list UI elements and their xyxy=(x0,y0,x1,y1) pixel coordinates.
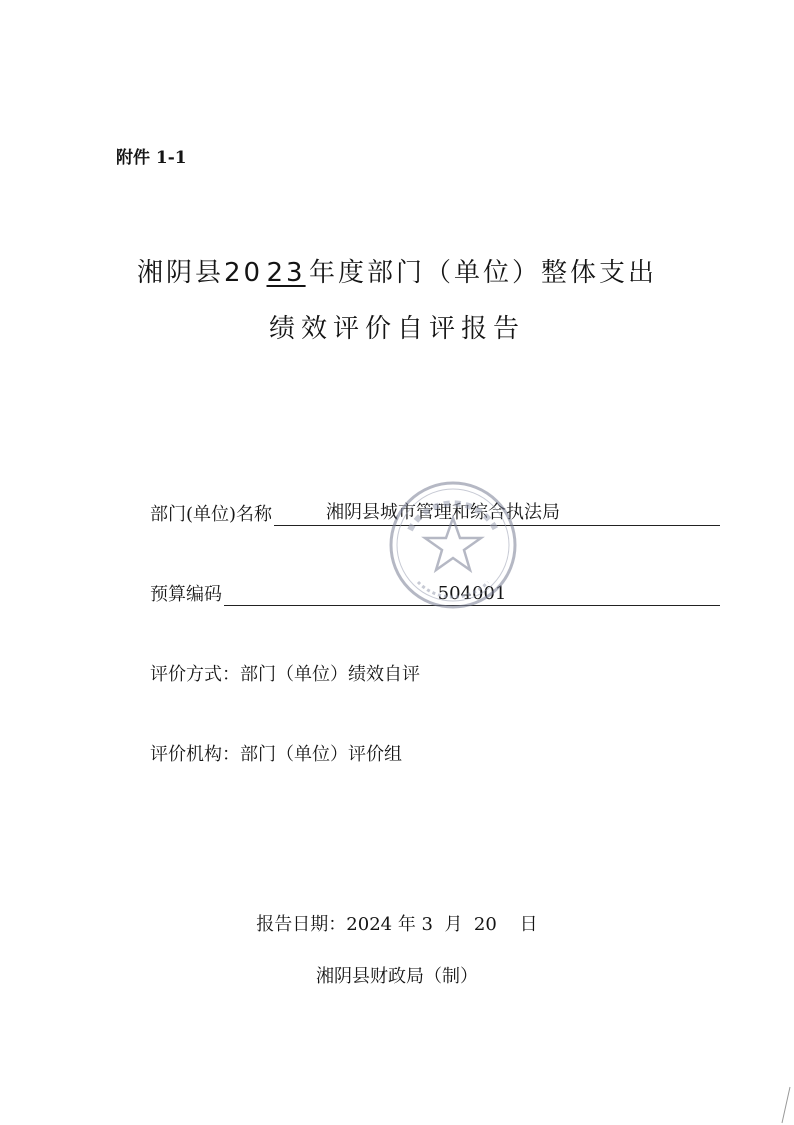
scan-mark-icon xyxy=(760,1085,794,1125)
title-suffix: 年度部门（单位）整体支出 xyxy=(309,258,658,288)
report-title-line2: 绩效评价自评报告 xyxy=(268,314,525,344)
budget-code-label: 预算编码 xyxy=(150,584,222,605)
title-year-prefix: 20 xyxy=(223,258,264,288)
report-date: 报告日期：2024 年 3 月 20 日 xyxy=(256,914,538,935)
report-title-line1 xyxy=(0,252,794,289)
budget-code-value: 504001 xyxy=(224,583,720,606)
issuer: 湘阴县财政局（制） xyxy=(316,966,478,987)
dept-name-label: 部门(单位)名称 xyxy=(150,504,273,525)
evaluation-org: 评价机构：部门（单位）评价组 xyxy=(150,744,402,765)
dept-name-value: 湘阴县城市管理和综合执法局 xyxy=(274,498,720,526)
official-seal-icon xyxy=(388,470,518,620)
title-year-fill: 23 xyxy=(266,258,306,288)
evaluation-method: 评价方式：部门（单位）绩效自评 xyxy=(150,664,420,685)
attachment-label: 附件 1-1 xyxy=(116,148,187,168)
title-county: 湘阴县 xyxy=(136,258,224,288)
